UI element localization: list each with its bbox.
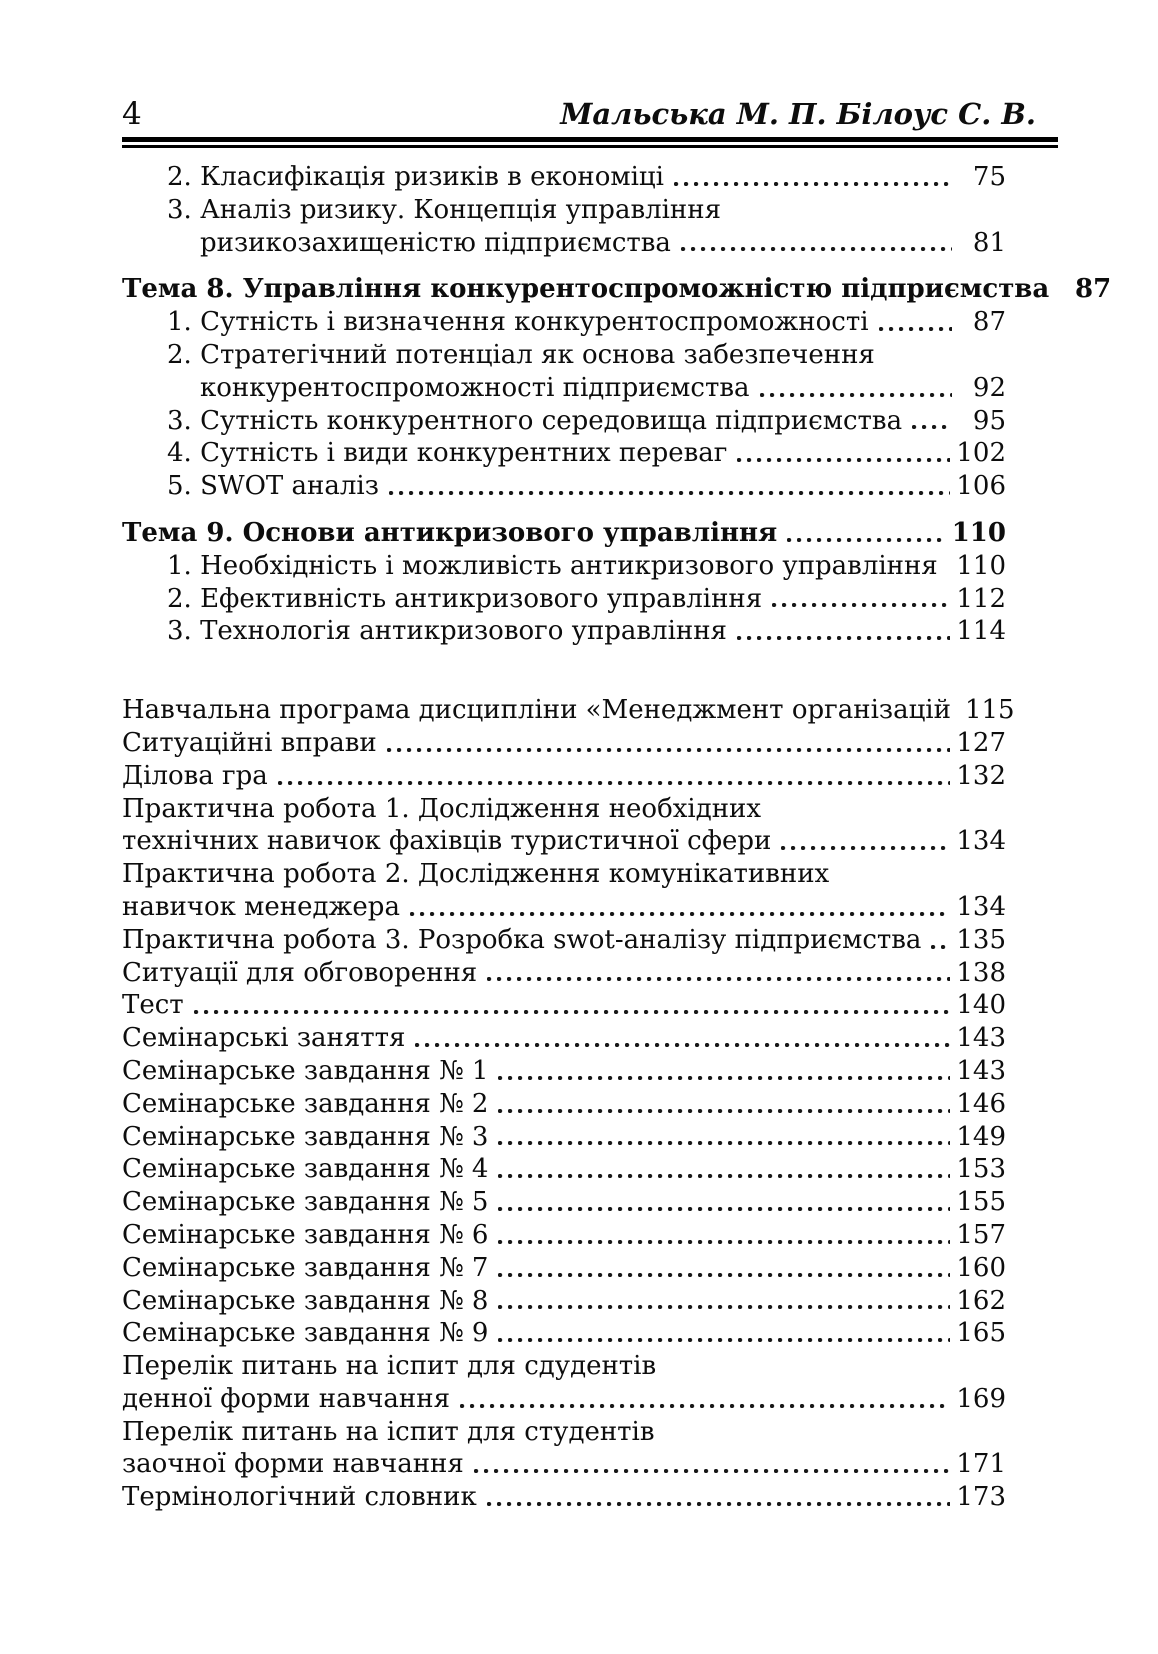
dot-leader [472, 1448, 951, 1481]
toc-entry [122, 273, 1112, 306]
dot-leader [758, 372, 953, 405]
toc-entry [122, 372, 1006, 405]
toc-entry-page-number: 135 [956, 924, 1006, 955]
dot-leader [779, 825, 950, 858]
toc-entry-text: Семінарське завдання № 8 [122, 1285, 489, 1316]
dot-leader [192, 989, 951, 1022]
page-header [122, 96, 1058, 132]
toc-entry-text: 3. Технологія антикризового управління [167, 616, 727, 647]
toc-entry-page-number: 153 [956, 1154, 1006, 1185]
toc-entry-page-number: 95 [972, 405, 1006, 436]
dot-leader [679, 227, 952, 260]
toc-entry [122, 1252, 1006, 1285]
toc-entry-text: Семінарське завдання № 6 [122, 1219, 489, 1250]
toc-entry [122, 161, 1006, 194]
toc-entry [122, 437, 1006, 470]
toc-entry-text: заочної форми навчання [122, 1449, 464, 1480]
dot-leader [458, 1383, 950, 1416]
toc-block [122, 694, 1015, 1514]
toc-entry-text: Семінарське завдання № 7 [122, 1252, 489, 1283]
toc-entry [122, 405, 1006, 438]
toc-entry-text: Перелік питань на іспит для студентів [122, 1416, 655, 1447]
toc-entry-text: Семінарське завдання № 2 [122, 1088, 489, 1119]
toc-entry [122, 989, 1006, 1022]
dot-leader [485, 1481, 951, 1514]
toc-entry-page-number: 127 [956, 727, 1006, 758]
dot-leader [413, 1022, 950, 1055]
toc-entry-text: ризикозахищеністю підприємства [200, 227, 671, 258]
dot-leader [769, 793, 952, 826]
toc-entry-text: 3. Аналіз ризику. Концепція управління [167, 194, 721, 225]
toc-entry-text: Семінарське завдання № 5 [122, 1187, 489, 1218]
dot-leader [385, 727, 951, 760]
toc-entry-page-number: 138 [956, 957, 1006, 988]
toc-entry-text: 4. Сутність і види конкурентних переваг [167, 438, 728, 469]
dot-leader [946, 550, 951, 583]
toc-entry [122, 1121, 1006, 1154]
dot-leader [672, 161, 952, 194]
toc-entry-page-number: 112 [956, 583, 1006, 614]
toc-entry-text: Семінарське завдання № 3 [122, 1121, 489, 1152]
toc-entry-page-number: 146 [956, 1088, 1006, 1119]
toc-entry [122, 615, 1006, 648]
header-double-rule [122, 137, 1058, 148]
toc-entry-text: Ситуаційні вправи [122, 727, 377, 758]
dot-leader [496, 1252, 950, 1285]
toc-entry [122, 583, 1006, 616]
toc-entry-page-number: 81 [972, 227, 1006, 258]
dot-leader [837, 858, 952, 891]
toc-entry [122, 1186, 1006, 1219]
dot-leader [883, 339, 952, 372]
dot-leader [910, 405, 952, 438]
toc-entry [122, 760, 1006, 793]
toc-entry-text: Тема 9. Основи антикризового управління [122, 517, 778, 548]
toc-entry-page-number: 149 [956, 1121, 1006, 1152]
toc-entry-text: 1. Необхідність і можливість антикризового управління [167, 550, 938, 581]
toc-entry-page-number: 155 [956, 1187, 1006, 1218]
page-content [122, 0, 1112, 1514]
toc-entry-page-number: 114 [956, 616, 1006, 647]
toc-entry [122, 694, 1015, 727]
dot-leader [496, 1186, 950, 1219]
toc-entry [122, 1481, 1006, 1514]
toc-entry-text: 1. Сутність і визначення конкурентоспроможності [167, 307, 869, 338]
toc-entry-text: Практична робота 3. Розробка swot-аналізу підприємства [122, 924, 922, 955]
toc-entry-text: Ситуації для обговорення [122, 957, 478, 988]
toc-block [122, 161, 1006, 259]
toc-entry [122, 1153, 1006, 1186]
toc-entry [122, 1285, 1006, 1318]
toc-block [122, 273, 1112, 503]
toc-entry-page-number: 143 [956, 1023, 1006, 1054]
toc-entry-text: Навчальна програма дисципліни «Менеджмент організацій [122, 695, 951, 726]
toc-entry [122, 1219, 1006, 1252]
toc-entry-page-number: 162 [956, 1285, 1006, 1316]
toc-entry-page-number: 140 [956, 990, 1006, 1021]
toc-entry-text: Перелік питань на іспит для сдудентів [122, 1351, 657, 1382]
dot-leader [408, 891, 950, 924]
dot-leader [929, 924, 950, 957]
dot-leader [496, 1055, 950, 1088]
toc-entry [122, 825, 1006, 858]
dot-leader [496, 1088, 950, 1121]
dot-leader [877, 306, 952, 339]
toc-entry [122, 470, 1006, 503]
dot-leader [663, 1416, 952, 1449]
toc-entry-page-number: 110 [956, 550, 1006, 581]
toc-entry-text: 3. Сутність конкурентного середовища підприємства [167, 405, 903, 436]
toc-entry-page-number: 169 [956, 1383, 1006, 1414]
toc [122, 161, 1112, 1514]
toc-entry-text: денної форми навчання [122, 1383, 450, 1414]
toc-entry [122, 957, 1006, 990]
dot-leader [496, 1219, 950, 1252]
dot-leader [664, 1350, 952, 1383]
toc-entry-page-number: 102 [956, 438, 1006, 469]
toc-entry-text: 2. Стратегічний потенціал як основа забезпечення [167, 339, 875, 370]
toc-entry-page-number: 110 [951, 517, 1006, 548]
dot-leader [496, 1153, 950, 1186]
dot-leader [496, 1285, 950, 1318]
toc-entry [122, 306, 1006, 339]
toc-entry-text: навичок менеджера [122, 891, 400, 922]
toc-entry [122, 1022, 1006, 1055]
toc-entry-page-number: 134 [956, 826, 1006, 857]
folio-page-number: 4 [122, 96, 142, 132]
toc-entry-text: 5. SWOT аналіз [167, 471, 379, 502]
toc-entry-text: Семінарське завдання № 4 [122, 1154, 489, 1185]
toc-entry [122, 924, 1006, 957]
dot-leader [770, 583, 950, 616]
toc-entry-text: технічних навичок фахівців туристичної сфери [122, 826, 772, 857]
toc-entry-page-number: 160 [956, 1252, 1006, 1283]
dot-leader [729, 194, 952, 227]
toc-entry-page-number: 143 [956, 1055, 1006, 1086]
toc-entry-text: Ділова гра [122, 760, 268, 791]
toc-entry [122, 793, 1006, 826]
toc-entry [122, 550, 1006, 583]
toc-entry-page-number: 87 [972, 307, 1006, 338]
toc-entry [122, 227, 1006, 260]
dot-leader [496, 1317, 950, 1350]
dot-leader [485, 957, 950, 990]
toc-entry-text: Тест [122, 990, 184, 1021]
toc-entry [122, 517, 1006, 550]
dot-leader [276, 760, 951, 793]
toc-entry [122, 1317, 1006, 1350]
toc-entry [122, 891, 1006, 924]
toc-entry-text: Тема 8. Управління конкурентоспроможністю підприємства [122, 274, 1050, 305]
toc-block [122, 517, 1006, 648]
toc-entry-text: Семінарські заняття [122, 1023, 406, 1054]
toc-entry-text: Практична робота 1. Дослідження необхідних [122, 793, 762, 824]
toc-entry [122, 194, 1006, 227]
toc-entry-page-number: 173 [956, 1482, 1006, 1513]
toc-entry [122, 1448, 1006, 1481]
toc-entry [122, 727, 1006, 760]
toc-entry-text: 2. Класифікація ризиків в економіці [167, 162, 664, 192]
dot-leader [496, 1121, 950, 1154]
toc-entry-page-number: 171 [956, 1449, 1006, 1480]
toc-entry-page-number: 75 [972, 162, 1006, 192]
toc-entry-page-number: 132 [956, 760, 1006, 791]
dot-leader [735, 437, 950, 470]
toc-entry-page-number: 115 [964, 695, 1015, 726]
toc-entry-text: Термінологічний словник [122, 1482, 477, 1513]
toc-entry-page-number: 106 [956, 471, 1006, 502]
toc-entry-page-number: 134 [956, 891, 1006, 922]
toc-entry [122, 1055, 1006, 1088]
toc-entry [122, 339, 1006, 372]
toc-entry [122, 858, 1006, 891]
dot-leader [387, 470, 950, 503]
toc-entry-page-number: 165 [956, 1318, 1006, 1349]
toc-entry [122, 1350, 1006, 1383]
toc-entry-page-number: 87 [1075, 274, 1112, 305]
toc-entry-page-number: 92 [972, 372, 1006, 403]
toc-entry-text: Семінарське завдання № 1 [122, 1055, 489, 1086]
dot-leader [735, 615, 950, 648]
toc-entry [122, 1383, 1006, 1416]
toc-entry-text: 2. Ефективність антикризового управління [167, 583, 763, 614]
toc-entry-page-number: 157 [956, 1219, 1006, 1250]
toc-entry [122, 1088, 1006, 1121]
dot-leader [785, 517, 945, 550]
toc-entry-text: Практична робота 2. Дослідження комунікативних [122, 859, 830, 890]
toc-entry-text: конкурентоспроможності підприємства [200, 372, 750, 403]
toc-entry [122, 1416, 1006, 1449]
toc-entry-text: Семінарське завдання № 9 [122, 1318, 489, 1349]
running-title-author: Мальська М. П. Білоус С. В. [560, 97, 1036, 131]
